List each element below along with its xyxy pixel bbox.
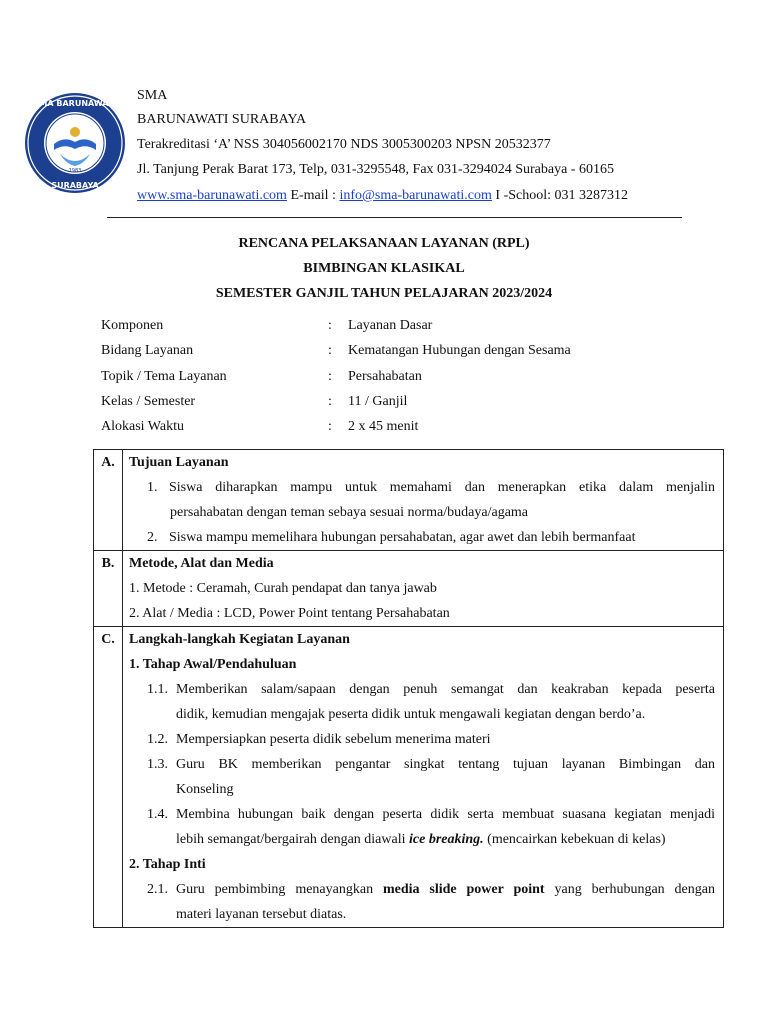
ice-breaking-term: ice breaking. bbox=[409, 832, 484, 847]
meta-colon: : bbox=[328, 394, 332, 409]
school-logo bbox=[24, 92, 126, 194]
meta-value: Persahabatan bbox=[348, 369, 422, 384]
meta-row-bidang bbox=[101, 341, 721, 361]
section-c-content bbox=[123, 627, 724, 928]
meta-label: Komponen bbox=[101, 318, 164, 333]
email-link[interactable]: info@sma-barunawati.com bbox=[339, 188, 492, 203]
meta-colon: : bbox=[328, 318, 332, 333]
meta-row-topik bbox=[101, 367, 721, 387]
list-item: 1.1. Memberikan salam/sapaan dengan penuh semangat dan keakraban kepada peserta bbox=[147, 682, 715, 697]
logo-text-bottom: SURABAYA bbox=[51, 181, 99, 190]
list-item: 2. Siswa mampu memelihara hubungan persahabatan, agar awet dan lebih bermanfaat bbox=[147, 530, 636, 545]
list-item: 1. Metode : Ceramah, Curah pendapat dan tanya jawab bbox=[129, 581, 437, 596]
list-item: 1.4. Membina hubungan baik dengan peserta didik serta membuat suasana kegiatan menjadi bbox=[147, 807, 715, 822]
section-heading: Langkah-langkah Kegiatan Layanan bbox=[129, 632, 350, 647]
meta-colon: : bbox=[328, 419, 332, 434]
list-item: 2.1. Guru pembimbing menayangkan media slide power point yang berhubungan dengan bbox=[147, 882, 715, 897]
section-a-content bbox=[123, 450, 724, 551]
meta-row-alokasi bbox=[101, 417, 721, 437]
list-item: 1.3. Guru BK memberikan pengantar singkat tentang tujuan layanan Bimbingan dan bbox=[147, 757, 715, 772]
section-heading: Tujuan Layanan bbox=[129, 455, 229, 470]
activity-table bbox=[93, 449, 724, 928]
meta-row-komponen bbox=[101, 316, 721, 336]
school-type: SMA bbox=[137, 88, 168, 103]
section-heading: Metode, Alat dan Media bbox=[129, 556, 274, 571]
meta-colon: : bbox=[328, 369, 332, 384]
header-divider bbox=[107, 217, 682, 218]
logo-year: 1983 bbox=[68, 168, 82, 174]
school-address: Jl. Tanjung Perak Barat 173, Telp, 031-3295548, Fax 031-3294024 Surabaya - 60165 bbox=[137, 162, 614, 177]
meta-value: 2 x 45 menit bbox=[348, 419, 419, 434]
section-letter: B. bbox=[94, 551, 123, 627]
doc-title: RENCANA PELAKSANAAN LAYANAN (RPL) bbox=[238, 236, 530, 251]
logo-text-top: SMA BARUNAWATI bbox=[33, 99, 117, 108]
doc-subtitle: BIMBINGAN KLASIKAL bbox=[303, 261, 465, 276]
meta-label: Topik / Tema Layanan bbox=[101, 369, 227, 384]
list-item-continuation: didik, kemudian mengajak peserta didik untuk mengawali kegiatan dengan berdo’a. bbox=[176, 707, 646, 722]
section-b-row bbox=[94, 551, 724, 627]
stage-heading: 1. Tahap Awal/Pendahuluan bbox=[129, 657, 297, 672]
list-item-continuation: materi layanan tersebut diatas. bbox=[176, 907, 347, 922]
meta-label: Kelas / Semester bbox=[101, 394, 196, 409]
meta-value: 11 / Ganjil bbox=[348, 394, 408, 409]
school-contacts bbox=[137, 187, 628, 205]
meta-value: Layanan Dasar bbox=[348, 318, 433, 333]
section-letter: C. bbox=[94, 627, 123, 928]
ischool-phone: I -School: 031 3287312 bbox=[491, 188, 629, 203]
list-item: 1.2. Mempersiapkan peserta didik sebelum menerima materi bbox=[147, 732, 491, 747]
list-item: 2. Alat / Media : LCD, Power Point tentang Persahabatan bbox=[129, 606, 450, 621]
doc-semester: SEMESTER GANJIL TAHUN PELAJARAN 2023/2024 bbox=[215, 286, 553, 301]
school-name: BARUNAWATI SURABAYA bbox=[137, 112, 307, 127]
meta-value: Kematangan Hubungan dengan Sesama bbox=[348, 343, 571, 358]
list-item-continuation: persahabatan dengan teman sebaya sesuai norma/budaya/agama bbox=[170, 505, 529, 520]
school-accreditation: Terakreditasi ‘A’ NSS 304056002170 NDS 3005300203 NPSN 20532377 bbox=[137, 137, 551, 152]
email-label: E-mail : bbox=[286, 188, 340, 203]
section-c-row bbox=[94, 627, 724, 928]
website-link[interactable]: www.sma-barunawati.com bbox=[137, 188, 287, 203]
section-letter: A. bbox=[94, 450, 123, 551]
meta-row-kelas bbox=[101, 392, 721, 412]
list-item-continuation: Konseling bbox=[176, 782, 234, 797]
section-a-row bbox=[94, 450, 724, 551]
meta-label: Alokasi Waktu bbox=[101, 419, 184, 434]
stage-heading: 2. Tahap Inti bbox=[129, 857, 206, 872]
list-item: 1. Siswa diharapkan mampu untuk memahami dan menerapkan etika dalam menjalin bbox=[147, 480, 715, 495]
meta-colon: : bbox=[328, 343, 332, 358]
section-b-content bbox=[123, 551, 724, 627]
meta-label: Bidang Layanan bbox=[101, 343, 194, 358]
list-item-continuation: lebih semangat/bergairah dengan diawali ice breaking. (mencairkan kebekuan di kelas) bbox=[176, 832, 666, 847]
